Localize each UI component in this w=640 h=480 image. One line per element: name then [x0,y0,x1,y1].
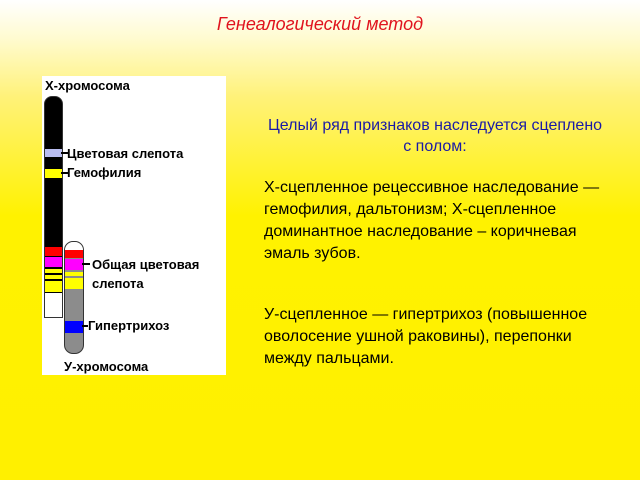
label-hemophilia: Гемофилия [67,165,142,180]
pointer-general-color-blindness [82,263,90,265]
label-hypertrichosis: Гипертрихоз [88,318,170,333]
y-band-yellow-thin [65,272,83,276]
label-general-color-blindness-2: слепота [92,276,144,291]
slide-title: Генеалогический метод [216,14,424,34]
x-band-red [45,247,62,256]
y-chromosome-label: У-хромосома [64,359,149,374]
label-color-blindness: Цветовая слепота [67,146,184,161]
x-band-magenta [45,257,62,267]
x-band-yellow-thin [45,269,62,273]
label-general-color-blindness-1: Общая цветовая [92,257,200,272]
x-band-white [45,293,62,318]
x-band-yellow [45,281,62,292]
y-chromosome [64,241,84,354]
x-chromosome [44,96,63,318]
y-band-top-white [65,242,83,250]
x-chromosome-label: Х-хромосома [45,78,130,93]
x-linked-paragraph: Х-сцепленное рецессивное наследование — гемофилия, дальтонизм; Х-сцепленное доминантное наследование – коричневая эмаль зубов. [264,179,600,262]
y-band-magenta [65,259,83,270]
y-linked-paragraph: У-сцепленное — гипертрихоз (повышенное оволосение ушной раковины), перепонки между пальцами. [264,306,588,367]
y-band-yellow [65,278,83,289]
y-band-red [65,250,83,258]
chromosome-diagram [42,76,226,375]
intro-text: Целый ряд признаков наследуется сцеплено с полом: [267,117,603,155]
x-band-color-blindness [45,149,62,157]
x-band-yellow-thin-2 [45,275,62,279]
x-band-hemophilia [45,169,62,178]
y-band-hypertrichosis [65,321,83,333]
